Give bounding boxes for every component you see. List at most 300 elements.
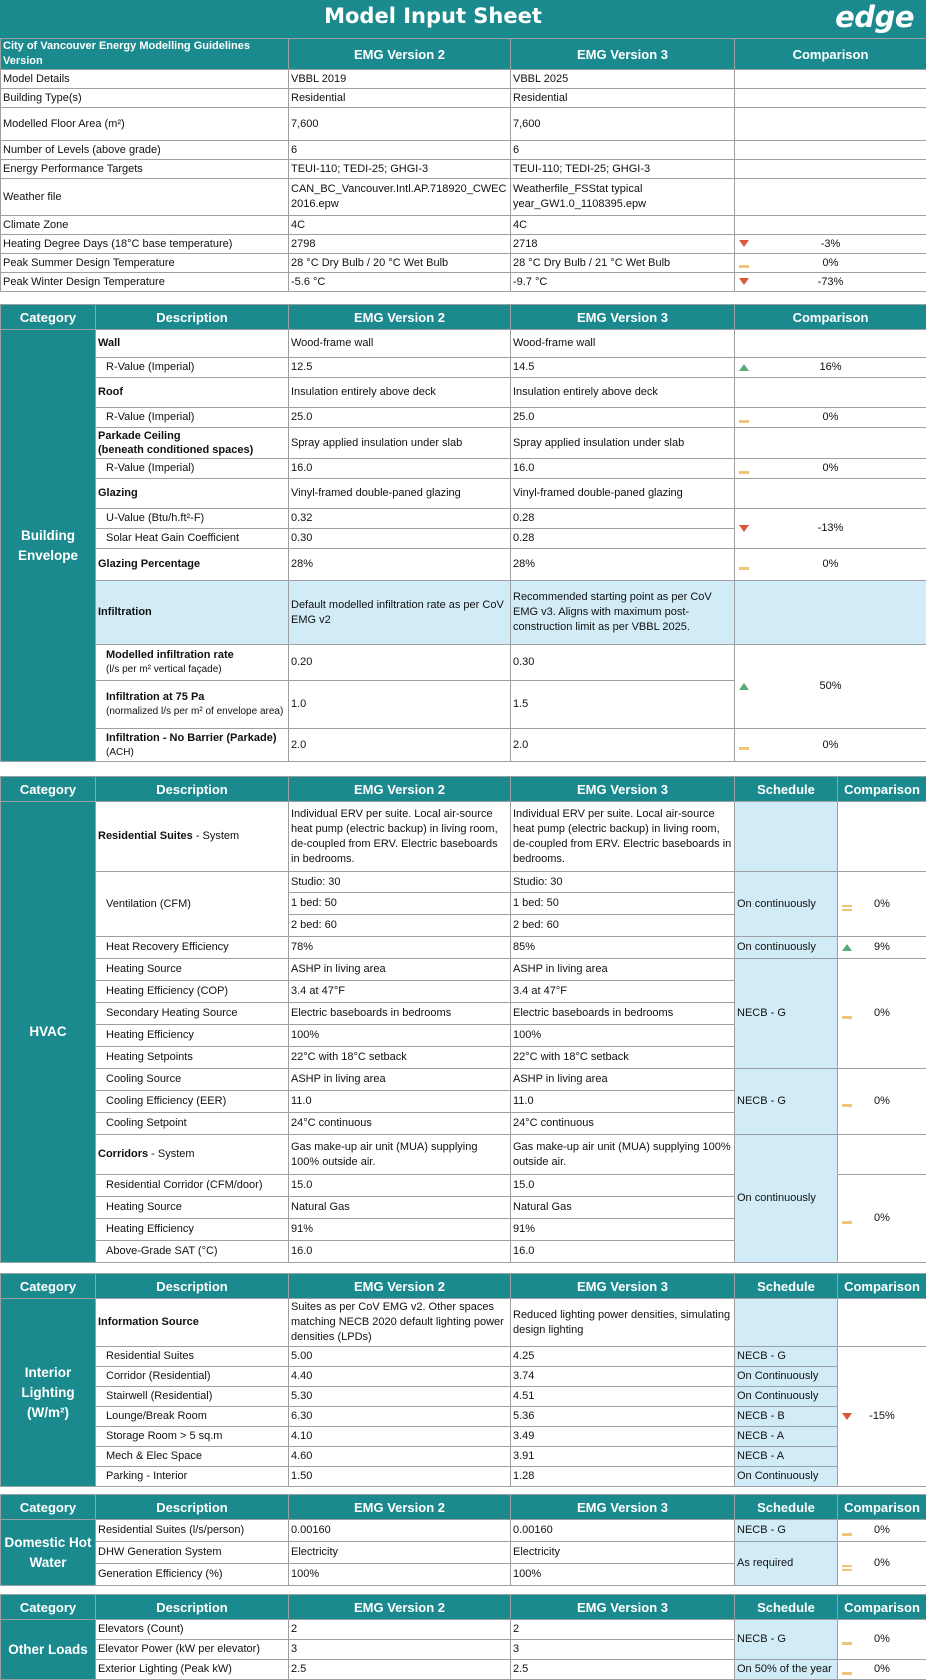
- down-arrow-icon: [842, 1413, 852, 1420]
- v3-value: 3.4 at 47°F: [511, 981, 735, 1003]
- flat-icon: [842, 905, 852, 911]
- comparison-cell: [838, 802, 926, 872]
- v3-value: 4C: [511, 216, 735, 235]
- v3-value: 25.0: [511, 408, 735, 428]
- v3-value: 16.0: [511, 459, 735, 479]
- table-row: [1, 479, 926, 509]
- comparison-cell: [735, 330, 926, 358]
- hvac-table: [0, 776, 926, 1263]
- v2-value: Default modelled infiltration rate as per CoV EMG v2: [289, 581, 511, 645]
- header-emg-v2: EMG Version 2: [289, 777, 511, 802]
- header-emg-v3: EMG Version 3: [511, 1495, 735, 1520]
- comparison-cell: [838, 1135, 926, 1175]
- v2-value: VBBL 2019: [289, 70, 511, 89]
- table-row: [1, 254, 926, 273]
- v3-value: Electric baseboards in bedrooms: [511, 1003, 735, 1025]
- table-row: [1, 108, 926, 141]
- row-label: Model Details: [1, 70, 289, 89]
- table-row: [1, 872, 926, 893]
- comparison-value: 0%: [874, 1524, 890, 1536]
- v3-value: VBBL 2025: [511, 70, 735, 89]
- header-description: Description: [96, 1595, 289, 1620]
- model-header-row: [1, 39, 926, 70]
- header-emg-version: City of Vancouver Energy Modelling Guidelines Version: [1, 39, 289, 70]
- comparison-cell: [735, 428, 926, 459]
- description: Residential Corridor (CFM/door): [96, 1175, 289, 1197]
- table-row: [1, 1367, 926, 1387]
- comparison-cell: [838, 1069, 926, 1135]
- sheet-title: Model Input Sheet: [324, 4, 542, 28]
- description: R-Value (Imperial): [96, 408, 289, 428]
- v3-value: 11.0: [511, 1091, 735, 1113]
- description: Exterior Lighting (Peak kW): [96, 1660, 289, 1680]
- description: Roof: [96, 378, 289, 408]
- comparison-cell: [838, 1175, 926, 1263]
- v3-value: Individual ERV per suite. Local air-source heat pump (electric backup) in living room, de-coupled from ERV. Electric baseboards in bedrooms.: [511, 802, 735, 872]
- description: [96, 802, 289, 872]
- up-arrow-icon: [739, 364, 749, 371]
- description: Parking - Interior: [96, 1467, 289, 1487]
- header-description: Description: [96, 305, 289, 330]
- description: Mech & Elec Space: [96, 1447, 289, 1467]
- header-emg-v2: EMG Version 2: [289, 39, 511, 70]
- v3-value: Gas make-up air unit (MUA) supplying 100% outside air.: [511, 1135, 735, 1175]
- comparison-cell: [735, 479, 926, 509]
- v3-value: 3.91: [511, 1447, 735, 1467]
- comparison-value: -15%: [869, 1410, 895, 1422]
- description: Cooling Efficiency (EER): [96, 1091, 289, 1113]
- v2-value: 100%: [289, 1025, 511, 1047]
- flat-icon: [739, 471, 749, 474]
- table-row: [1, 141, 926, 160]
- comparison-value: 0%: [874, 897, 890, 910]
- v2-value: 16.0: [289, 1241, 511, 1263]
- v2-value: ASHP in living area: [289, 959, 511, 981]
- table-row: [1, 70, 926, 89]
- v2-value: TEUI-110; TEDI-25; GHGI-3: [289, 160, 511, 179]
- schedule-cell: NECB - G: [735, 959, 838, 1069]
- description-suffix: - System: [148, 1148, 195, 1160]
- table-row: [1, 1427, 926, 1447]
- comparison-cell: [838, 1660, 926, 1680]
- flat-icon: [842, 1016, 852, 1019]
- v3-value: 0.28: [511, 529, 735, 549]
- description: Wall: [96, 330, 289, 358]
- edge-logo: edge: [835, 0, 914, 34]
- table-row: [1, 459, 926, 479]
- v2-value: Natural Gas: [289, 1197, 511, 1219]
- category-domestic-hot-water: Domestic Hot Water: [1, 1520, 96, 1586]
- v3-value: 0.30: [511, 645, 735, 681]
- row-label: Peak Summer Design Temperature: [1, 254, 289, 273]
- description: Elevators (Count): [96, 1620, 289, 1640]
- table-row: [1, 235, 926, 254]
- v2-value: 16.0: [289, 459, 511, 479]
- header-description: Description: [96, 777, 289, 802]
- header-category: Category: [1, 305, 96, 330]
- v3-value: 91%: [511, 1219, 735, 1241]
- up-arrow-icon: [739, 683, 749, 690]
- description: [96, 428, 289, 459]
- table-row: [1, 549, 926, 581]
- description-sub: (ACH): [106, 746, 134, 758]
- table-row: [1, 1542, 926, 1564]
- v2-value: ASHP in living area: [289, 1069, 511, 1091]
- row-label: Peak Winter Design Temperature: [1, 273, 289, 292]
- v2-value: 0.30: [289, 529, 511, 549]
- v3-value: 100%: [511, 1564, 735, 1586]
- description: DHW Generation System: [96, 1542, 289, 1564]
- comparison-cell: [735, 378, 926, 408]
- row-label: Building Type(s): [1, 89, 289, 108]
- description: Solar Heat Gain Coefficient: [96, 529, 289, 549]
- comparison-cell: [838, 1542, 926, 1586]
- v2-value: Vinyl-framed double-paned glazing: [289, 479, 511, 509]
- table-row: [1, 509, 926, 529]
- v3-value: 4.51: [511, 1387, 735, 1407]
- v2-value: Individual ERV per suite. Local air-source heat pump (electric backup) in living room, de-coupled from ERV. Electric baseboards in bedrooms.: [289, 802, 511, 872]
- row-label: Energy Performance Targets: [1, 160, 289, 179]
- v2-value: Electricity: [289, 1542, 511, 1564]
- v2-value: 0.32: [289, 509, 511, 529]
- schedule-cell: On continuously: [735, 872, 838, 937]
- v2-value: 4.60: [289, 1447, 511, 1467]
- description: Information Source: [96, 1299, 289, 1347]
- schedule-cell: NECB - G: [735, 1069, 838, 1135]
- description-sub: (l/s per m² vertical façade): [106, 664, 222, 675]
- v3-value: 2.0: [511, 729, 735, 762]
- header-emg-v3: EMG Version 3: [511, 1274, 735, 1299]
- header-comparison: Comparison: [735, 39, 926, 70]
- v3-value: 22°C with 18°C setback: [511, 1047, 735, 1069]
- table-row: [1, 1069, 926, 1091]
- v2-value: 4.10: [289, 1427, 511, 1447]
- table-row: [1, 160, 926, 179]
- v3-value: Spray applied insulation under slab: [511, 428, 735, 459]
- v2-value: 2.5: [289, 1660, 511, 1680]
- v2-value: Gas make-up air unit (MUA) supplying 100% outside air.: [289, 1135, 511, 1175]
- description: Heating Source: [96, 959, 289, 981]
- v2-value: 5.00: [289, 1347, 511, 1367]
- comparison-cell: [838, 959, 926, 1069]
- description-suffix: - System: [192, 830, 240, 842]
- flat-icon: [842, 1221, 852, 1224]
- description: Residential Suites: [96, 1347, 289, 1367]
- v3-value: 14.5: [511, 358, 735, 378]
- header-schedule: Schedule: [735, 1495, 838, 1520]
- flat-icon: [739, 747, 749, 750]
- category-interior-lighting: Interior Lighting (W/m²): [1, 1299, 96, 1487]
- sheet-header: [0, 0, 926, 38]
- description: Heat Recovery Efficiency: [96, 937, 289, 959]
- comparison-value: 0%: [822, 738, 839, 751]
- table-row: [1, 216, 926, 235]
- v3-value: TEUI-110; TEDI-25; GHGI-3: [511, 160, 735, 179]
- comparison-cell: [735, 408, 926, 428]
- table-row: [1, 645, 926, 681]
- comparison-value: 0%: [874, 1663, 890, 1675]
- v2-value: Wood-frame wall: [289, 330, 511, 358]
- table-row: [1, 378, 926, 408]
- header-emg-v3: EMG Version 3: [511, 305, 735, 330]
- comparison-cell: [735, 216, 926, 235]
- v2-value: 0.00160: [289, 1520, 511, 1542]
- schedule-cell: NECB - G: [735, 1620, 838, 1660]
- header-schedule: Schedule: [735, 1274, 838, 1299]
- v2-value: 2.0: [289, 729, 511, 762]
- v3-value: 2718: [511, 235, 735, 254]
- description: [96, 645, 289, 681]
- v3-value: 6: [511, 141, 735, 160]
- v3-value: 3.74: [511, 1367, 735, 1387]
- comparison-cell: [735, 459, 926, 479]
- table-row: [1, 273, 926, 292]
- row-label: Number of Levels (above grade): [1, 141, 289, 160]
- comparison-cell: [838, 872, 926, 937]
- comparison-cell: [735, 235, 926, 254]
- description: Corridor (Residential): [96, 1367, 289, 1387]
- schedule-cell: On continuously: [735, 937, 838, 959]
- header-emg-v2: EMG Version 2: [289, 1274, 511, 1299]
- table-row: [1, 428, 926, 459]
- header-category: Category: [1, 1595, 96, 1620]
- v3-value: 1 bed: 50: [511, 893, 735, 915]
- v2-value: 6: [289, 141, 511, 160]
- schedule-cell: On Continuously: [735, 1387, 838, 1407]
- description: Secondary Heating Source: [96, 1003, 289, 1025]
- v2-value: 0.20: [289, 645, 511, 681]
- v3-value: Electricity: [511, 1542, 735, 1564]
- header-emg-v2: EMG Version 2: [289, 1495, 511, 1520]
- comparison-cell: [735, 141, 926, 160]
- comparison-value: 0%: [822, 462, 839, 474]
- comparison-cell: [735, 160, 926, 179]
- table-row: [1, 959, 926, 981]
- v3-value: 0.00160: [511, 1520, 735, 1542]
- comparison-value: 9%: [874, 941, 890, 953]
- description: Infiltration: [96, 581, 289, 645]
- description-sub: (beneath conditioned spaces): [98, 444, 254, 456]
- v3-value: Residential: [511, 89, 735, 108]
- interior-lighting-table: [0, 1273, 926, 1487]
- v3-value: ASHP in living area: [511, 959, 735, 981]
- description: [96, 681, 289, 729]
- v2-value: 91%: [289, 1219, 511, 1241]
- description-sub: (normalized l/s per m² of envelope area): [106, 706, 284, 717]
- comparison-cell: [838, 937, 926, 959]
- row-label: Climate Zone: [1, 216, 289, 235]
- row-label: Weather file: [1, 179, 289, 216]
- v2-value: Residential: [289, 89, 511, 108]
- table-row: [1, 937, 926, 959]
- v2-value: 28%: [289, 549, 511, 581]
- description-line: Parkade Ceiling: [98, 430, 181, 442]
- header-schedule: Schedule: [735, 1595, 838, 1620]
- description: Storage Room > 5 sq.m: [96, 1427, 289, 1447]
- comparison-cell: [735, 645, 926, 729]
- table-row: [1, 1447, 926, 1467]
- lighting-header-row: [1, 1274, 926, 1299]
- description: Ventilation (CFM): [96, 872, 289, 937]
- v3-value: 2 bed: 60: [511, 915, 735, 937]
- v2-value: 100%: [289, 1564, 511, 1586]
- comparison-value: 0%: [874, 1633, 890, 1645]
- v3-value: 28 °C Dry Bulb / 21 °C Wet Bulb: [511, 254, 735, 273]
- header-description: Description: [96, 1274, 289, 1299]
- v3-value: Recommended starting point as per CoV EMG v3. Aligns with maximum post-construction limit as per VBBL 2025.: [511, 581, 735, 645]
- v3-value: -9.7 °C: [511, 273, 735, 292]
- v2-value: Spray applied insulation under slab: [289, 428, 511, 459]
- header-emg-v3: EMG Version 3: [511, 39, 735, 70]
- flat-icon: [842, 1104, 852, 1107]
- schedule-cell: NECB - G: [735, 1347, 838, 1367]
- schedule-cell: NECB - G: [735, 1520, 838, 1542]
- v3-value: Studio: 30: [511, 872, 735, 893]
- table-row: [1, 1467, 926, 1487]
- v2-value: 1.50: [289, 1467, 511, 1487]
- header-category: Category: [1, 777, 96, 802]
- schedule-cell: As required: [735, 1542, 838, 1586]
- table-row: [1, 358, 926, 378]
- v2-value: 28 °C Dry Bulb / 20 °C Wet Bulb: [289, 254, 511, 273]
- header-schedule: Schedule: [735, 777, 838, 802]
- description: R-Value (Imperial): [96, 358, 289, 378]
- v2-value: 15.0: [289, 1175, 511, 1197]
- category-other-loads: Other Loads: [1, 1620, 96, 1680]
- v3-value: 2: [511, 1620, 735, 1640]
- comparison-cell: [735, 581, 926, 645]
- table-row: [1, 1387, 926, 1407]
- table-row: [1, 1299, 926, 1347]
- v2-value: 2798: [289, 235, 511, 254]
- table-row: [1, 408, 926, 428]
- flat-icon: [842, 1642, 852, 1645]
- row-label: Modelled Floor Area (m²): [1, 108, 289, 141]
- up-arrow-icon: [842, 944, 852, 951]
- v3-value: Vinyl-framed double-paned glazing: [511, 479, 735, 509]
- v2-value: 12.5: [289, 358, 511, 378]
- dhw-header-row: [1, 1495, 926, 1520]
- table-row: [1, 802, 926, 872]
- header-emg-v3: EMG Version 3: [511, 777, 735, 802]
- comparison-value: -13%: [817, 522, 844, 534]
- v2-value: 2 bed: 60: [289, 915, 511, 937]
- dhw-table: [0, 1494, 926, 1586]
- table-row: [1, 1520, 926, 1542]
- header-comparison: Comparison: [838, 1495, 926, 1520]
- comparison-cell: [735, 509, 926, 549]
- v3-value: 28%: [511, 549, 735, 581]
- category-hvac: HVAC: [1, 802, 96, 1263]
- comparison-cell: [735, 108, 926, 141]
- table-row: [1, 1407, 926, 1427]
- comparison-cell: [838, 1347, 926, 1487]
- v2-value: 11.0: [289, 1091, 511, 1113]
- v2-value: -5.6 °C: [289, 273, 511, 292]
- other-loads-table: [0, 1594, 926, 1680]
- description: R-Value (Imperial): [96, 459, 289, 479]
- v3-value: 3: [511, 1640, 735, 1660]
- down-arrow-icon: [739, 240, 749, 247]
- comparison-cell: [838, 1299, 926, 1347]
- table-row: [1, 581, 926, 645]
- flat-icon: [739, 265, 749, 268]
- description: Stairwell (Residential): [96, 1387, 289, 1407]
- v2-value: 4C: [289, 216, 511, 235]
- v3-value: 2.5: [511, 1660, 735, 1680]
- schedule-cell: NECB - B: [735, 1407, 838, 1427]
- comparison-cell: [735, 89, 926, 108]
- v3-value: 15.0: [511, 1175, 735, 1197]
- schedule-cell: On Continuously: [735, 1467, 838, 1487]
- description: Heating Source: [96, 1197, 289, 1219]
- v3-value: 0.28: [511, 509, 735, 529]
- table-row: [1, 330, 926, 358]
- schedule-cell: NECB - A: [735, 1447, 838, 1467]
- table-row: [1, 179, 926, 216]
- table-row: [1, 1660, 926, 1680]
- comparison-value: 0%: [822, 558, 839, 570]
- comparison-value: 0%: [874, 1212, 890, 1224]
- comparison-cell: [735, 729, 926, 762]
- comparison-value: 0%: [874, 1557, 890, 1569]
- hvac-header-row: [1, 777, 926, 802]
- comparison-value: 16%: [819, 361, 842, 373]
- category-building-envelope: Building Envelope: [1, 330, 96, 762]
- description-bold: Corridors: [98, 1148, 149, 1160]
- v2-value: 1 bed: 50: [289, 893, 511, 915]
- v2-value: 4.40: [289, 1367, 511, 1387]
- v3-value: 85%: [511, 937, 735, 959]
- schedule-cell: On 50% of the year: [735, 1660, 838, 1680]
- comparison-cell: [735, 179, 926, 216]
- description: Cooling Source: [96, 1069, 289, 1091]
- v2-value: 2: [289, 1620, 511, 1640]
- description: Glazing: [96, 479, 289, 509]
- table-row: [1, 1135, 926, 1175]
- v3-value: ASHP in living area: [511, 1069, 735, 1091]
- comparison-value: -73%: [817, 275, 844, 288]
- description: Lounge/Break Room: [96, 1407, 289, 1427]
- description: Glazing Percentage: [96, 549, 289, 581]
- v2-value: 5.30: [289, 1387, 511, 1407]
- description-line: Modelled infiltration rate: [106, 649, 234, 661]
- v3-value: 7,600: [511, 108, 735, 141]
- comparison-cell: [838, 1620, 926, 1660]
- description: Heating Setpoints: [96, 1047, 289, 1069]
- comparison-cell: [735, 549, 926, 581]
- comparison-cell: [735, 254, 926, 273]
- v3-value: 1.28: [511, 1467, 735, 1487]
- schedule-cell: On Continuously: [735, 1367, 838, 1387]
- flat-icon: [842, 1672, 852, 1675]
- comparison-cell: [735, 70, 926, 89]
- description: Heating Efficiency: [96, 1219, 289, 1241]
- description: U-Value (Btu/h.ft²-F): [96, 509, 289, 529]
- description: Cooling Setpoint: [96, 1113, 289, 1135]
- schedule-cell: [735, 1299, 838, 1347]
- table-row: [1, 89, 926, 108]
- description: Generation Efficiency (%): [96, 1564, 289, 1586]
- v2-value: 7,600: [289, 108, 511, 141]
- header-emg-v2: EMG Version 2: [289, 1595, 511, 1620]
- v2-value: Electric baseboards in bedrooms: [289, 1003, 511, 1025]
- v2-value: 6.30: [289, 1407, 511, 1427]
- header-category: Category: [1, 1495, 96, 1520]
- description: Residential Suites (l/s/person): [96, 1520, 289, 1542]
- v2-value: 3: [289, 1640, 511, 1660]
- flat-icon: [842, 1565, 852, 1571]
